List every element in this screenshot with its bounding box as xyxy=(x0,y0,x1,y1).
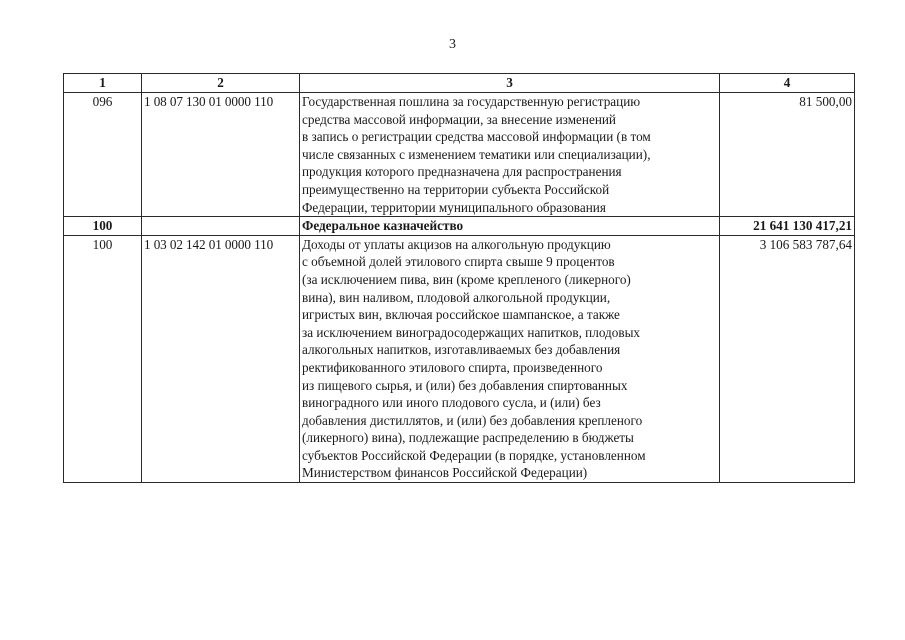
revenue-name-line: за исключением виноградосодержащих напитков, плодовых xyxy=(302,324,641,340)
header-col-4: 4 xyxy=(720,74,855,93)
budget-code-cell: 1 03 02 142 01 0000 110 xyxy=(142,235,300,482)
amount-cell: 81 500,00 xyxy=(720,93,855,217)
revenue-name-line: средства массовой информации, за внесение изменений xyxy=(302,111,616,127)
table-row xyxy=(64,93,855,217)
revenue-name-cell xyxy=(300,235,720,482)
budget-code-cell: 1 08 07 130 01 0000 110 xyxy=(142,93,300,217)
revenue-name-line: вина), вин наливом, плодовой алкогольной продукции, xyxy=(302,289,611,305)
administrator-name-cell: Федеральное казначейство xyxy=(300,217,720,236)
admin-code-cell: 100 xyxy=(64,217,142,236)
table-header-row xyxy=(64,74,855,93)
revenue-name-line: ректификованного этилового спирта, произведенного xyxy=(302,359,603,375)
revenue-name-line: с объемной долей этилового спирта свыше 9 процентов xyxy=(302,254,615,270)
amount-cell: 3 106 583 787,64 xyxy=(720,235,855,482)
header-col-1: 1 xyxy=(64,74,142,93)
revenue-name-line: Федерации, территории муниципального образования xyxy=(302,199,606,215)
revenue-name-line: добавления дистиллятов, и (или) без добавления крепленого xyxy=(302,412,643,428)
page-number: 3 xyxy=(449,37,456,52)
revenue-table xyxy=(63,73,855,483)
table-row xyxy=(64,235,855,482)
revenue-name-line: (за исключением пива, вин (кроме крепленого (ликерного) xyxy=(302,271,631,287)
revenue-name-line: продукция которого предназначена для распространения xyxy=(302,164,622,180)
revenue-name-line: преимущественно на территории субъекта Российской xyxy=(302,181,610,197)
admin-code-cell: 100 xyxy=(64,235,142,482)
revenue-name-line: Государственная пошлина за государственную регистрацию xyxy=(302,94,641,109)
revenue-name-line: числе связанных с изменением тематики или специализации), xyxy=(302,146,651,162)
revenue-name-line: Министерством финансов Российской Федерации) xyxy=(302,465,588,481)
revenue-name-line: из пищевого сырья, и (или) без добавления спиртованных xyxy=(302,377,628,393)
table-row-administrator xyxy=(64,217,855,236)
amount-cell: 21 641 130 417,21 xyxy=(720,217,855,236)
revenue-name-line: субъектов Российской Федерации (в порядке, установленном xyxy=(302,447,646,463)
budget-code-cell xyxy=(142,217,300,236)
header-col-3: 3 xyxy=(300,74,720,93)
header-col-2: 2 xyxy=(142,74,300,93)
admin-code-cell: 096 xyxy=(64,93,142,217)
revenue-name-line: в запись о регистрации средства массовой информации (в том xyxy=(302,129,651,145)
revenue-name-line: Доходы от уплаты акцизов на алкогольную продукцию xyxy=(302,236,611,252)
revenue-name-line: виноградного или иного плодового сусла, и (или) без xyxy=(302,395,601,411)
revenue-name-line: алкогольных напитков, изготавливаемых без добавления xyxy=(302,342,621,358)
revenue-name-line: игристых вин, включая российское шампанское, а также xyxy=(302,307,620,323)
revenue-name-cell xyxy=(300,93,720,217)
revenue-name-line: (ликерного) вина), подлежащие распределению в бюджеты xyxy=(302,430,634,446)
